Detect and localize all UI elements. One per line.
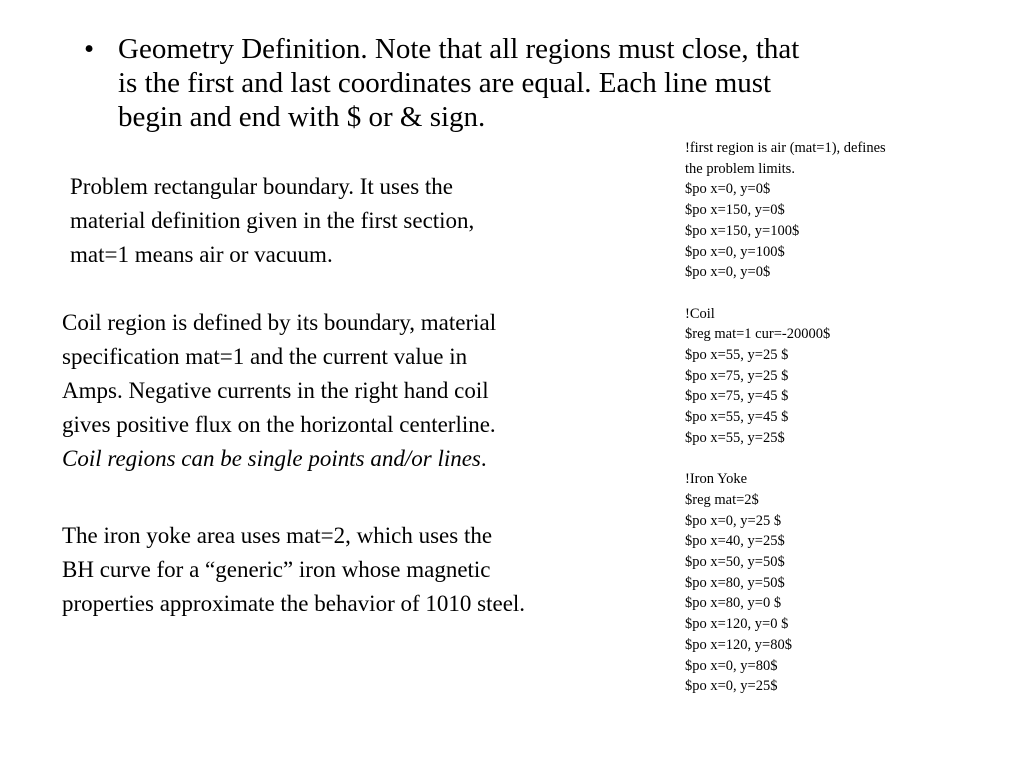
bullet-text	[118, 32, 958, 134]
code-line: $po x=0, y=25$	[685, 678, 778, 695]
note-line: specification mat=1 and the current value in	[62, 344, 468, 369]
code-line: $po x=55, y=25 $	[685, 347, 789, 364]
code-spacer	[685, 283, 985, 304]
note-line: Coil region is defined by its boundary, material	[62, 310, 497, 335]
note-line: properties approximate the behavior of 1010 steel.	[62, 591, 526, 616]
note-line: The iron yoke area uses mat=2, which uses the	[62, 523, 493, 548]
code-line: $po x=40, y=25$	[685, 533, 785, 550]
note-line: gives positive flux on the horizontal centerline.	[62, 412, 496, 437]
coil-region-code	[685, 304, 985, 449]
code-line: $po x=0, y=0$	[685, 264, 771, 281]
code-line: $po x=150, y=0$	[685, 202, 785, 219]
geometry-code-listing	[685, 138, 985, 697]
code-line: !first region is air (mat=1), defines	[685, 140, 886, 156]
code-spacer	[685, 449, 985, 470]
italic-text: Coil regions can be single points and/or lines	[62, 446, 481, 471]
coil-note	[62, 306, 496, 476]
code-line: $po x=75, y=25 $	[685, 367, 789, 384]
code-line: !Iron Yoke	[685, 471, 748, 488]
bullet-dot: •	[84, 33, 95, 65]
code-line: $po x=0, y=25 $	[685, 512, 782, 529]
note-line: mat=1 means air or vacuum.	[70, 242, 333, 267]
iron-yoke-note	[62, 519, 525, 621]
code-line: $reg mat=2$	[685, 491, 759, 508]
note-line: Problem rectangular boundary. It uses the	[70, 174, 454, 199]
code-line: $po x=0, y=0$	[685, 181, 771, 198]
code-line: $po x=55, y=25$	[685, 429, 785, 446]
note-line: material definition given in the first section,	[70, 208, 475, 233]
code-line: $po x=55, y=45 $	[685, 409, 789, 426]
iron-yoke-code	[685, 469, 985, 697]
code-line: !Coil	[685, 305, 715, 322]
code-line: $po x=120, y=80$	[685, 636, 792, 653]
code-line: $po x=0, y=80$	[685, 657, 778, 674]
bullet-line: begin and end with $ or & sign.	[118, 101, 486, 133]
code-line: $po x=120, y=0 $	[685, 616, 789, 633]
code-line: $po x=0, y=100$	[685, 243, 785, 260]
bullet-line: Geometry Definition. Note that all regions must close, that	[118, 33, 800, 65]
boundary-note	[70, 170, 474, 272]
note-line-italic	[62, 442, 496, 476]
bullet-line: is the first and last coordinates are equal. Each line must	[118, 67, 772, 99]
air-region-code	[685, 138, 985, 283]
note-line: Amps. Negative currents in the right hand coil	[62, 378, 489, 403]
note-line: BH curve for a “generic” iron whose magnetic	[62, 557, 491, 582]
code-line: $po x=150, y=100$	[685, 222, 800, 239]
code-line: $po x=75, y=45 $	[685, 388, 789, 405]
code-line: $po x=50, y=50$	[685, 554, 785, 571]
italic-suffix: .	[480, 446, 487, 471]
code-line: $po x=80, y=50$	[685, 574, 785, 591]
code-line: $reg mat=1 cur=-20000$	[685, 326, 831, 343]
code-line: $po x=80, y=0 $	[685, 595, 782, 612]
code-line: the problem limits.	[685, 160, 795, 177]
